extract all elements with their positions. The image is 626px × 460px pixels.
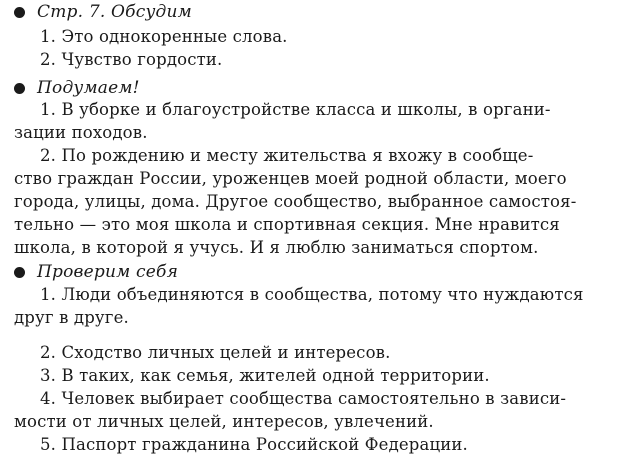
answer-line: 2. Чувство гордости.: [40, 50, 223, 69]
answer-line: 1. В уборке и благоустройстве класса и школы, в органи-: [40, 100, 551, 119]
section-heading-check-yourself: [14, 262, 178, 282]
answer-line: 3. В таких, как семья, жителей одной территории.: [40, 366, 490, 385]
section-heading-discuss: [14, 2, 192, 22]
bullet-icon: [14, 83, 25, 94]
answer-line: ство граждан России, уроженцев моей родной области, моего: [14, 169, 567, 188]
answer-line: друг в друге.: [14, 308, 129, 327]
section-heading-think: [14, 78, 140, 98]
section-title: Проверим себя: [37, 262, 179, 282]
answer-line: 2. Сходство личных целей и интересов.: [40, 343, 391, 362]
answer-line: 4. Человек выбирает сообщества самостоятельно в зависи-: [40, 389, 567, 408]
section-title: Подумаем!: [37, 78, 140, 98]
answer-line: зации походов.: [14, 123, 148, 142]
section-title: Стр. 7. Обсудим: [37, 2, 192, 22]
answer-line: 1. Это однокоренные слова.: [40, 27, 288, 46]
answer-line: 5. Паспорт гражданина Российской Федерации.: [40, 435, 468, 454]
answer-line: тельно — это моя школа и спортивная секция. Мне нравится: [14, 215, 560, 234]
bullet-icon: [14, 7, 25, 18]
answer-line: школа, в которой я учусь. И я люблю заниматься спортом.: [14, 238, 539, 257]
answer-line: 2. По рождению и месту жительства я вхожу в сообще-: [40, 146, 534, 165]
bullet-icon: [14, 267, 25, 278]
answer-line: 1. Люди объединяются в сообщества, потому что нуждаются: [40, 285, 584, 304]
answer-line: мости от личных целей, интересов, увлечений.: [14, 412, 434, 431]
answer-line: города, улицы, дома. Другое сообщество, выбранное самостоя-: [14, 192, 577, 211]
